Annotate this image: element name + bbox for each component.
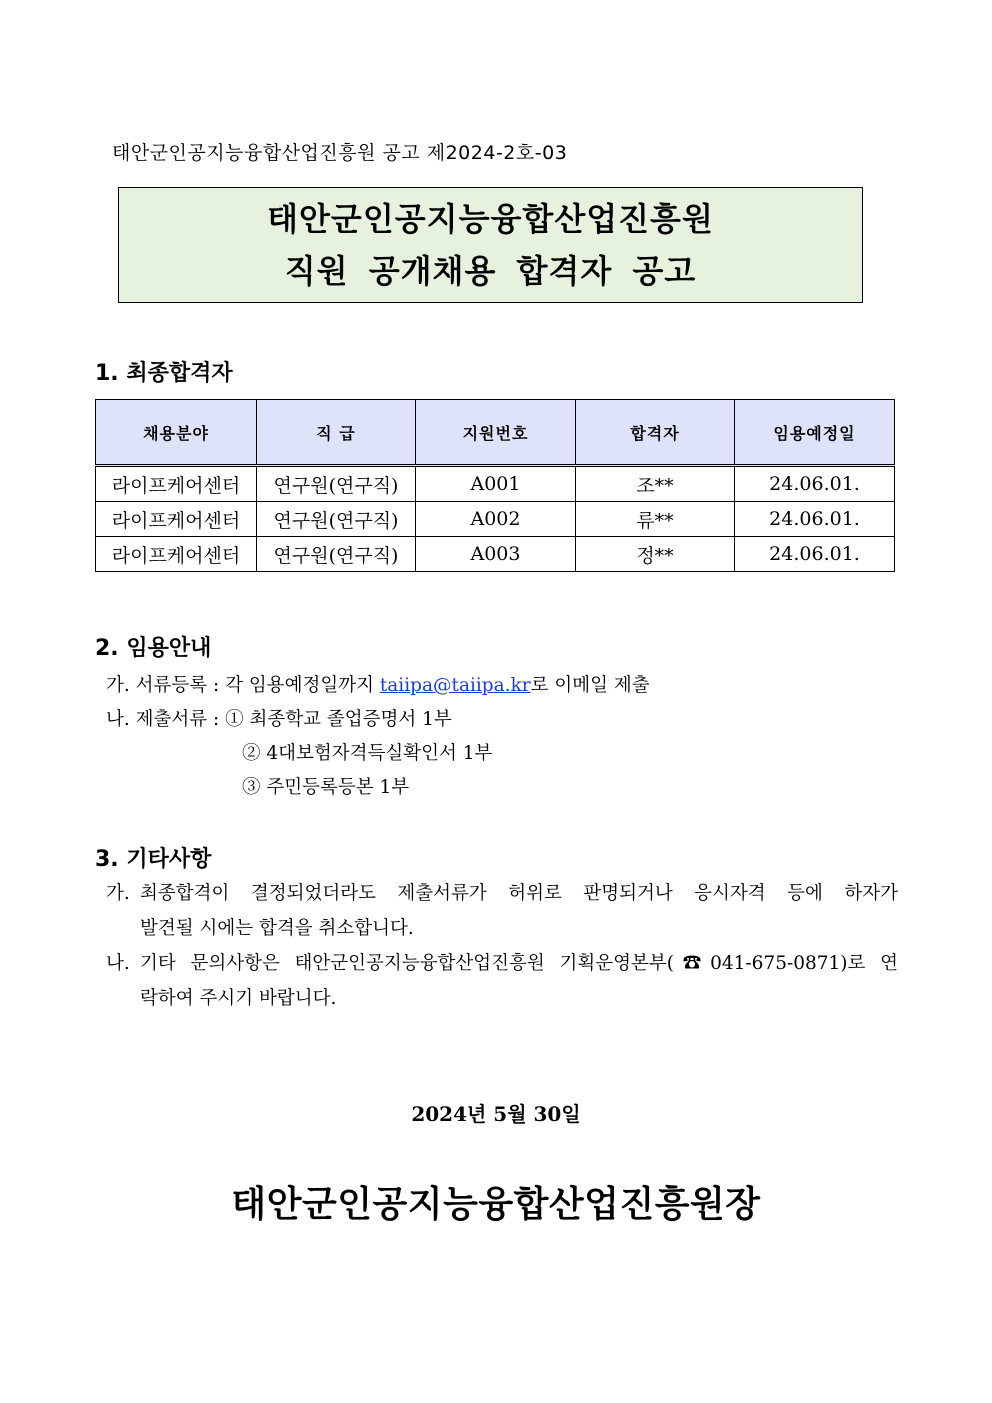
note-text: 기타 문의사항은 태안군인공지능융합산업진흥원 기획운영본부(☎041-675-0871)로 연 [140,953,898,974]
cell-candidate: 정** [576,537,735,572]
title-line-2: 직원 공개채용 합격자 공고 [284,252,697,290]
cell-rank: 연구원(연구직) [257,537,416,572]
other-notes [106,876,898,1016]
note-text: 발견될 시에는 합격을 취소합니다. [140,918,414,939]
note-item-cont [106,981,898,1016]
final-candidates-table [95,399,895,572]
cell-field: 라이프케어센터 [96,466,257,502]
col-header-start-date: 임용예정일 [735,400,895,466]
submission-info-prefix: 가. 서류등록 : 각 임용예정일까지 [106,675,380,696]
table-header-row [96,400,895,466]
submission-info-suffix: 로 이메일 제출 [530,675,650,696]
title-line-1: 태안군인공지능융합산업진흥원 [267,200,714,238]
note-text: 락하여 주시기 바랍니다. [140,988,337,1009]
cell-applicant-no: A003 [416,537,576,572]
table-row [96,502,895,537]
note-item-cont [106,911,898,946]
cell-start-date: 24.06.01. [735,502,895,537]
required-docs-label: 나. 제출서류 : [106,709,226,730]
cell-candidate: 류** [576,502,735,537]
section-1-heading: 1. 최종합격자 [95,361,233,386]
note-item [106,946,898,981]
required-doc-item: ① 최종학교 졸업증명서 1부 [225,709,452,730]
cell-candidate: 조** [576,466,735,502]
submission-info [106,671,650,697]
cell-field: 라이프케어센터 [96,502,257,537]
required-docs-label-line [106,705,452,731]
cell-applicant-no: A001 [416,466,576,502]
signature: 태안군인공지능융합산업진흥원장 [231,1184,761,1225]
title-box [118,187,863,303]
table-row [96,466,895,502]
required-doc-item: ② 4대보험자격득실확인서 1부 [242,743,493,764]
email-link[interactable]: taiipa@taiipa.kr [379,675,531,696]
note-text: 최종합격이 결정되었더라도 제출서류가 허위로 판명되거나 응시자격 등에 하자가 [140,883,898,904]
col-header-field: 채용분야 [96,400,257,466]
notice-number: 태안군인공지능융합산업진흥원 공고 제2024-2호-03 [112,142,568,164]
col-header-candidate: 합격자 [576,400,735,466]
table-row [96,537,895,572]
announcement-date: 2024년 5월 30일 [411,1102,581,1126]
cell-start-date: 24.06.01. [735,537,895,572]
cell-field: 라이프케어센터 [96,537,257,572]
col-header-applicant-no: 지원번호 [416,400,576,466]
section-3-heading: 3. 기타사항 [95,847,212,872]
cell-applicant-no: A002 [416,502,576,537]
col-header-rank: 직 급 [257,400,416,466]
section-2-heading: 2. 임용안내 [95,636,212,661]
note-item [106,876,898,911]
required-doc-item: ③ 주민등록등본 1부 [242,777,410,798]
cell-rank: 연구원(연구직) [257,502,416,537]
note-mark: 나. [106,953,130,974]
cell-start-date: 24.06.01. [735,466,895,502]
cell-rank: 연구원(연구직) [257,466,416,502]
note-mark: 가. [106,883,130,904]
